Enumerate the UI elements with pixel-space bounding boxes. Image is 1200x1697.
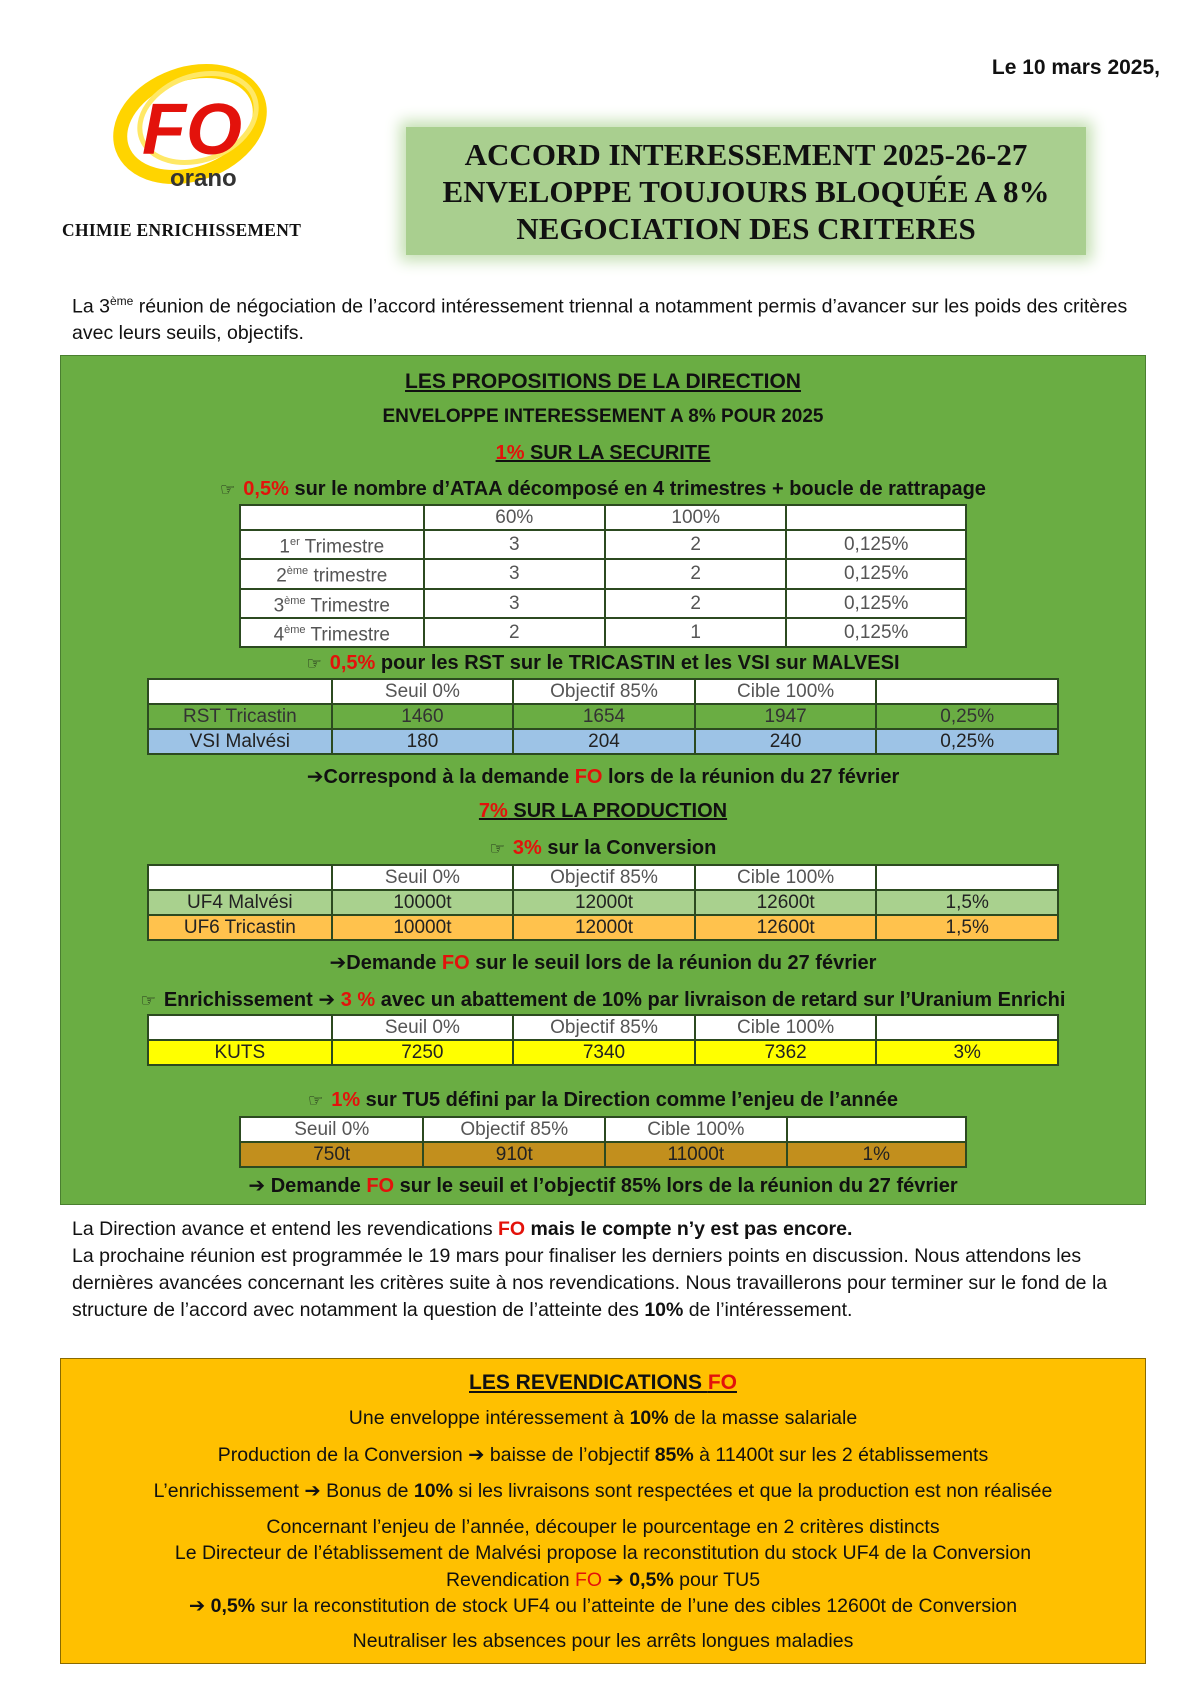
tu5-table <box>239 1116 967 1168</box>
table-row <box>148 915 1058 940</box>
pointing-hand-icon: ☞ <box>307 1091 324 1110</box>
table-cell: Seuil 0% <box>332 679 514 704</box>
table-cell: 240 <box>695 729 877 754</box>
pointing-hand-icon: ☞ <box>306 654 322 673</box>
rst-table <box>147 678 1059 755</box>
table-cell: 1460 <box>332 704 514 729</box>
table-cell <box>148 1015 332 1040</box>
table-row <box>240 589 966 618</box>
claims-heading: LES REVENDICATIONS FO <box>469 1371 737 1394</box>
table-cell <box>876 1015 1058 1040</box>
table-cell: 1 <box>605 618 786 647</box>
table-cell: UF6 Tricastin <box>148 915 332 940</box>
table-row <box>240 618 966 647</box>
envelope-line: ENVELOPPE INTERESSEMENT A 8% POUR 2025 <box>382 406 824 427</box>
tu5-line: ☞ 1% sur TU5 défini par la Direction comme l’enjeu de l’année <box>307 1089 899 1111</box>
table-cell: 12600t <box>695 890 877 915</box>
table-cell: 4ème Trimestre <box>240 618 424 647</box>
table-cell: RST Tricastin <box>148 704 332 729</box>
table-cell: 7250 <box>332 1040 514 1065</box>
enrichment-table <box>147 1014 1059 1066</box>
table-cell <box>876 679 1058 704</box>
table-cell <box>148 679 332 704</box>
table-cell: Objectif 85% <box>513 1015 695 1040</box>
table-cell: 0,125% <box>786 559 966 588</box>
title-line-1: ACCORD INTERESSEMENT 2025-26-27 <box>464 136 1028 172</box>
table-cell: 204 <box>513 729 695 754</box>
table-cell: 1,5% <box>876 890 1058 915</box>
conclusion-line-2: La prochaine réunion est programmée le 19 mars pour finaliser les derniers points en discussion. Nous attendons les dernières avancées concernant les critères suite à nos revendications. Nous travaillerons pour terminer sur le fond de la structure de l’accord avec notamment la question de l’atteinte des 10% de l’intéressement. <box>72 1245 1108 1321</box>
table-cell <box>786 505 966 530</box>
table-cell: Cible 100% <box>605 1117 787 1142</box>
table-cell: 3 <box>424 559 605 588</box>
conversion-note: ➔Demande FO sur le seuil lors de la réunion du 27 février <box>329 952 877 974</box>
table-row <box>148 1040 1058 1065</box>
arrow-right-icon: ➔ <box>329 952 347 974</box>
table-cell: 0,125% <box>786 618 966 647</box>
table-cell: KUTS <box>148 1040 332 1065</box>
claim-8: Neutraliser les absences pour les arrêts longues maladies <box>352 1630 854 1652</box>
pointing-hand-icon: ☞ <box>140 991 156 1010</box>
table-cell: Seuil 0% <box>332 1015 514 1040</box>
claim-1: Une enveloppe intéressement à 10% de la masse salariale <box>348 1407 858 1429</box>
table-row <box>148 679 1058 704</box>
claim-5: Le Directeur de l’établissement de Malvési propose la reconstitution du stock UF4 de la Conversion <box>174 1542 1032 1564</box>
security-heading: 1% SUR LA SECURITE <box>495 442 711 464</box>
claim-3: L’enrichissement ➔ Bonus de 10% si les livraisons sont respectées et que la production est non réalisée <box>153 1480 1053 1502</box>
rst-line: ☞ 0,5% pour les RST sur le TRICASTIN et les VSI sur MALVESI <box>306 652 900 674</box>
table-cell: 12000t <box>513 890 695 915</box>
arrow-right-icon: ➔ <box>607 1569 624 1591</box>
title-line-2: ENVELOPPE TOUJOURS BLOQUÉE A 8% <box>442 173 1050 209</box>
table-cell: 2 <box>605 530 786 559</box>
fo-claims-box <box>60 1358 1146 1664</box>
table-cell: 1654 <box>513 704 695 729</box>
table-row <box>148 890 1058 915</box>
pointing-hand-icon: ☞ <box>489 839 505 858</box>
pointing-hand-icon: ☞ <box>220 480 236 499</box>
claim-7: ➔ 0,5% sur la reconstitution de stock UF4 ou l’atteinte de l’une des cibles 12600t de Conversion <box>188 1595 1018 1617</box>
table-cell: 1% <box>787 1142 966 1167</box>
table-cell: 1947 <box>695 704 877 729</box>
table-cell: 0,125% <box>786 589 966 618</box>
table-cell: 10000t <box>332 890 514 915</box>
table-row <box>148 865 1058 890</box>
arrow-right-icon: ➔ <box>248 1175 271 1197</box>
table-row <box>148 729 1058 754</box>
table-cell: 0,25% <box>876 729 1058 754</box>
table-cell: 180 <box>332 729 514 754</box>
table-cell: 2 <box>605 589 786 618</box>
table-cell: 2ème trimestre <box>240 559 424 588</box>
table-cell: 910t <box>423 1142 605 1167</box>
table-cell: 60% <box>424 505 605 530</box>
table-cell <box>148 865 332 890</box>
table-cell: 3 <box>424 589 605 618</box>
table-cell: 3% <box>876 1040 1058 1065</box>
ataa-table <box>239 504 967 648</box>
table-cell: 2 <box>424 618 605 647</box>
table-cell: Seuil 0% <box>240 1117 423 1142</box>
arrow-right-icon: ➔ <box>306 766 324 788</box>
rst-note: ➔Correspond à la demande FO lors de la réunion du 27 février <box>306 766 900 788</box>
logo-orano-text: orano <box>170 165 237 192</box>
conversion-line: ☞ 3% sur la Conversion <box>489 837 717 859</box>
title-line-3: NEGOCIATION DES CRITERES <box>516 210 976 246</box>
claim-6: Revendication FO ➔ 0,5% pour TU5 <box>445 1569 761 1591</box>
table-cell <box>240 505 424 530</box>
direction-heading: LES PROPOSITIONS DE LA DIRECTION <box>405 370 801 393</box>
production-heading: 7% SUR LA PRODUCTION <box>478 800 728 822</box>
department-label: CHIMIE ENRICHISSEMENT <box>62 220 302 240</box>
table-cell: 0,125% <box>786 530 966 559</box>
conclusion-paragraph <box>72 1216 1136 1324</box>
table-cell <box>787 1117 966 1142</box>
table-row <box>240 559 966 588</box>
table-row <box>240 1142 966 1167</box>
table-cell: Cible 100% <box>695 865 877 890</box>
table-cell: UF4 Malvési <box>148 890 332 915</box>
table-cell: 12600t <box>695 915 877 940</box>
table-cell: 11000t <box>605 1142 787 1167</box>
conclusion-line-1: La Direction avance et entend les revendications FO mais le compte n’y est pas encore. <box>72 1218 853 1240</box>
ataa-line: ☞ 0,5% sur le nombre d’ATAA décomposé en 4 trimestres + boucle de rattrapage <box>220 478 986 500</box>
table-cell: 0,25% <box>876 704 1058 729</box>
arrow-right-icon: ➔ <box>304 1480 321 1502</box>
table-row <box>148 1015 1058 1040</box>
fo-orano-logo <box>108 62 278 202</box>
table-cell <box>876 865 1058 890</box>
title-box <box>406 127 1086 255</box>
table-cell: 3 <box>424 530 605 559</box>
table-cell: 12000t <box>513 915 695 940</box>
arrow-right-icon: ➔ <box>188 1595 211 1617</box>
intro-paragraph: La 3ème réunion de négociation de l’accord intéressement triennal a notamment permis d’avancer sur les poids des critères avec leurs seuils, objectifs. <box>72 294 1128 344</box>
table-row <box>240 530 966 559</box>
document-date: Le 10 mars 2025, <box>991 56 1160 79</box>
tu5-note: ➔ Demande FO sur le seuil et l’objectif 85% lors de la réunion du 27 février <box>248 1175 958 1197</box>
direction-proposals-box <box>60 355 1146 1205</box>
table-cell: 7340 <box>513 1040 695 1065</box>
table-cell: 1,5% <box>876 915 1058 940</box>
table-cell: 1er Trimestre <box>240 530 424 559</box>
table-row <box>240 1117 966 1142</box>
table-cell: Cible 100% <box>695 679 877 704</box>
table-cell: Cible 100% <box>695 1015 877 1040</box>
arrow-right-icon: ➔ <box>318 989 341 1011</box>
claim-4: Concernant l’enjeu de l’année, découper le pourcentage en 2 critères distincts <box>266 1516 940 1538</box>
arrow-right-icon: ➔ <box>468 1444 485 1466</box>
table-cell: 3ème Trimestre <box>240 589 424 618</box>
conversion-table <box>147 864 1059 941</box>
logo-fo-text: FO <box>142 90 242 170</box>
table-cell: 100% <box>605 505 786 530</box>
table-row <box>148 704 1058 729</box>
enrichment-line: ☞ Enrichissement ➔ 3 % avec un abattement de 10% par livraison de retard sur l’Uranium Enrichi <box>140 989 1066 1011</box>
table-cell: 7362 <box>695 1040 877 1065</box>
table-cell: Seuil 0% <box>332 865 514 890</box>
table-cell: 750t <box>240 1142 423 1167</box>
table-cell: Objectif 85% <box>513 679 695 704</box>
table-cell: 2 <box>605 559 786 588</box>
table-row <box>240 505 966 530</box>
claim-2: Production de la Conversion ➔ baisse de l’objectif 85% à 11400t sur les 2 établissements <box>217 1444 989 1466</box>
table-cell: Objectif 85% <box>513 865 695 890</box>
table-cell: Objectif 85% <box>423 1117 605 1142</box>
table-cell: 10000t <box>332 915 514 940</box>
table-cell: VSI Malvési <box>148 729 332 754</box>
